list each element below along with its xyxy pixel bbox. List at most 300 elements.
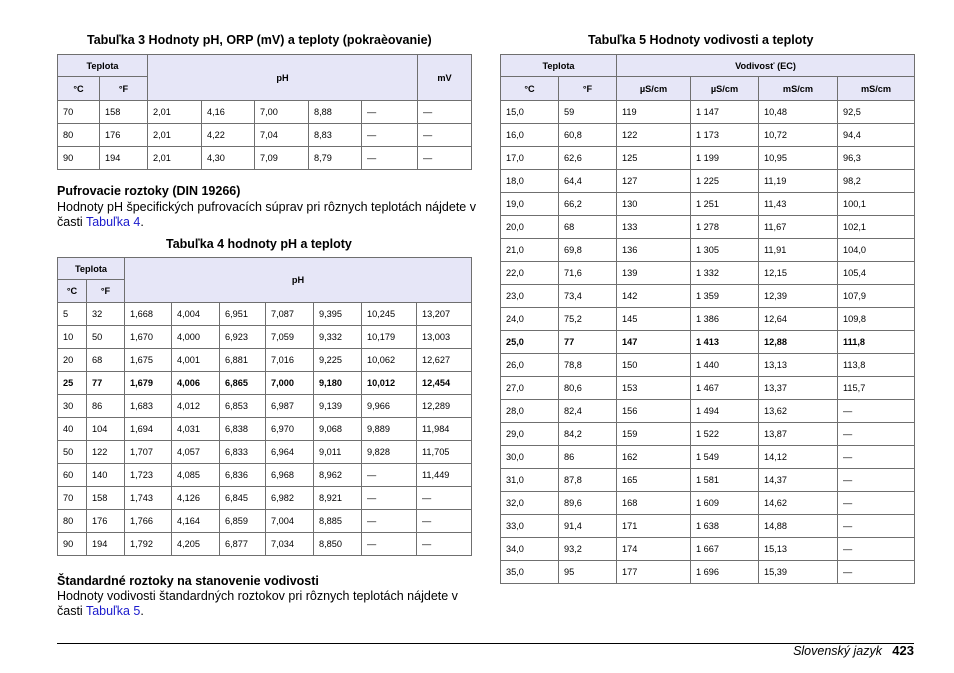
table-cell: 2,01: [148, 124, 202, 147]
table-cell: 94,4: [838, 124, 915, 147]
table-row: [501, 262, 915, 285]
table-cell: 50: [58, 441, 87, 464]
table-cell: 10,179: [362, 326, 417, 349]
table-cell: 1,683: [125, 395, 172, 418]
table-cell: 158: [87, 487, 125, 510]
table-row: [501, 423, 915, 446]
table-cell: 4,057: [172, 441, 220, 464]
table-cell: 14,12: [759, 446, 838, 469]
table-cell: 32: [87, 303, 125, 326]
table-cell: 24,0: [501, 308, 559, 331]
table-cell: 4,004: [172, 303, 220, 326]
table-cell: 1,679: [125, 372, 172, 395]
table-cell: 15,13: [759, 538, 838, 561]
table-cell: 1 667: [691, 538, 759, 561]
table5: [500, 54, 915, 584]
table-cell: 1 440: [691, 354, 759, 377]
table-cell: —: [838, 538, 915, 561]
table-cell: 40: [58, 418, 87, 441]
table3-caption: Tabuľka 3 Hodnoty pH, ORP (mV) a teploty (pokraèovanie): [87, 33, 432, 47]
table-cell: 194: [100, 147, 148, 170]
table-cell: 1,766: [125, 510, 172, 533]
table-cell: —: [417, 533, 472, 556]
table-cell: 6,881: [220, 349, 266, 372]
table-cell: 133: [617, 216, 691, 239]
table-cell: 4,031: [172, 418, 220, 441]
table-row: [58, 395, 472, 418]
table-cell: 159: [617, 423, 691, 446]
table-cell: 156: [617, 400, 691, 423]
table-cell: 92,5: [838, 101, 915, 124]
table-cell: 18,0: [501, 170, 559, 193]
table-cell: 15,0: [501, 101, 559, 124]
table-cell: 1,792: [125, 533, 172, 556]
table-cell: —: [418, 101, 472, 124]
buffers-paragraph: [57, 200, 487, 230]
table-cell: 9,966: [362, 395, 417, 418]
table-cell: 80: [58, 510, 87, 533]
table-row: [58, 418, 472, 441]
table-cell: 8,921: [314, 487, 362, 510]
table-cell: 13,207: [417, 303, 472, 326]
header-temperature: Teplota: [501, 55, 617, 77]
table-cell: —: [418, 147, 472, 170]
table-cell: 33,0: [501, 515, 559, 538]
table-row: [58, 510, 472, 533]
table-cell: 29,0: [501, 423, 559, 446]
table-cell: 11,91: [759, 239, 838, 262]
table-row: [501, 147, 915, 170]
table-cell: 50: [87, 326, 125, 349]
table-cell: 115,7: [838, 377, 915, 400]
table-cell: 6,845: [220, 487, 266, 510]
table-cell: 12,289: [417, 395, 472, 418]
table-row: [58, 372, 472, 395]
table-cell: 11,984: [417, 418, 472, 441]
table-cell: 6,987: [266, 395, 314, 418]
table-cell: 11,705: [417, 441, 472, 464]
table-cell: 122: [87, 441, 125, 464]
table-cell: 4,164: [172, 510, 220, 533]
table-cell: 8,850: [314, 533, 362, 556]
table-cell: 35,0: [501, 561, 559, 584]
table-cell: 73,4: [559, 285, 617, 308]
table-cell: 60: [58, 464, 87, 487]
table-row: [501, 354, 915, 377]
table-row: [58, 303, 472, 326]
table-cell: 1 522: [691, 423, 759, 446]
header-unit: mS/cm: [838, 77, 915, 101]
table-cell: 139: [617, 262, 691, 285]
table-cell: 4,205: [172, 533, 220, 556]
table-cell: 174: [617, 538, 691, 561]
table-cell: 7,09: [255, 147, 309, 170]
footer-language: Slovenský jazyk: [793, 644, 882, 658]
buffers-text: Hodnoty pH špecifických pufrovacích súprav pri rôznych teplotách nájdete v časti: [57, 200, 476, 229]
table-row: [58, 533, 472, 556]
table-row: [501, 216, 915, 239]
table-cell: 1 696: [691, 561, 759, 584]
table-cell: 1,668: [125, 303, 172, 326]
table4-link[interactable]: Tabuľka 4: [85, 215, 141, 229]
table-cell: 100,1: [838, 193, 915, 216]
table3: [57, 54, 472, 170]
buffers-title: Pufrovacie roztoky (DIN 19266): [57, 184, 241, 198]
header-fahrenheit: °F: [559, 77, 617, 101]
table-cell: 11,449: [417, 464, 472, 487]
standards-text: Hodnoty vodivosti štandardných roztokov pri rôznych teplotách nájdete v časti: [57, 589, 458, 618]
table-cell: —: [417, 487, 472, 510]
table-cell: 1,670: [125, 326, 172, 349]
table-cell: 136: [617, 239, 691, 262]
table-cell: 13,87: [759, 423, 838, 446]
table-row: [501, 400, 915, 423]
table-cell: 12,15: [759, 262, 838, 285]
header-celsius: °C: [501, 77, 559, 101]
table-cell: 77: [87, 372, 125, 395]
table-cell: 4,001: [172, 349, 220, 372]
table-cell: 30,0: [501, 446, 559, 469]
table-cell: 6,838: [220, 418, 266, 441]
table-cell: 1 199: [691, 147, 759, 170]
table-cell: 1 225: [691, 170, 759, 193]
table-row: [58, 326, 472, 349]
table-cell: 20: [58, 349, 87, 372]
table-cell: 6,951: [220, 303, 266, 326]
table-cell: 16,0: [501, 124, 559, 147]
table-cell: —: [838, 515, 915, 538]
table-cell: 140: [87, 464, 125, 487]
table-cell: 9,828: [362, 441, 417, 464]
header-conductivity: Vodivosť (EC): [617, 55, 915, 77]
table-cell: 4,126: [172, 487, 220, 510]
table-cell: 28,0: [501, 400, 559, 423]
table-cell: 9,011: [314, 441, 362, 464]
table-cell: —: [362, 464, 417, 487]
table-cell: 9,332: [314, 326, 362, 349]
table-cell: 25: [58, 372, 87, 395]
header-ph: pH: [125, 258, 472, 303]
table-row: [501, 101, 915, 124]
table-cell: 4,30: [202, 147, 255, 170]
table-cell: 5: [58, 303, 87, 326]
table-cell: 145: [617, 308, 691, 331]
table-cell: 107,9: [838, 285, 915, 308]
table-cell: 77: [559, 331, 617, 354]
table-cell: 11,43: [759, 193, 838, 216]
header-mv: mV: [418, 55, 472, 101]
table-cell: 153: [617, 377, 691, 400]
table-cell: 9,225: [314, 349, 362, 372]
table-cell: 21,0: [501, 239, 559, 262]
table-cell: 1 386: [691, 308, 759, 331]
table-cell: 122: [617, 124, 691, 147]
table-row: [58, 147, 472, 170]
table-cell: 6,964: [266, 441, 314, 464]
table-cell: 147: [617, 331, 691, 354]
table5-link[interactable]: Tabuľka 5: [85, 604, 141, 618]
table-cell: 102,1: [838, 216, 915, 239]
header-temperature: Teplota: [58, 258, 125, 280]
table-cell: 1 494: [691, 400, 759, 423]
table-row: [501, 170, 915, 193]
table-cell: 9,068: [314, 418, 362, 441]
table-cell: —: [362, 487, 417, 510]
table-cell: 93,2: [559, 538, 617, 561]
table-cell: 82,4: [559, 400, 617, 423]
page-number: 423: [892, 643, 914, 658]
table-row: [501, 446, 915, 469]
table-cell: 1 173: [691, 124, 759, 147]
table-row: [501, 377, 915, 400]
table-cell: 62,6: [559, 147, 617, 170]
table-cell: 7,00: [255, 101, 309, 124]
table-cell: 4,16: [202, 101, 255, 124]
table-row: [501, 308, 915, 331]
footer-rule: [57, 643, 914, 644]
table-cell: 89,6: [559, 492, 617, 515]
table-cell: 87,8: [559, 469, 617, 492]
table4-caption: Tabuľka 4 hodnoty pH a teploty: [166, 237, 352, 251]
table-cell: 22,0: [501, 262, 559, 285]
table-cell: 10,245: [362, 303, 417, 326]
table-row: [501, 331, 915, 354]
table-cell: 64,4: [559, 170, 617, 193]
table-cell: 13,003: [417, 326, 472, 349]
table-cell: 1 278: [691, 216, 759, 239]
table-cell: —: [838, 561, 915, 584]
table-cell: 9,395: [314, 303, 362, 326]
table-cell: —: [838, 400, 915, 423]
table-cell: 1 332: [691, 262, 759, 285]
table-cell: —: [838, 423, 915, 446]
table-cell: 1 305: [691, 239, 759, 262]
table-cell: 7,04: [255, 124, 309, 147]
table-cell: 1,743: [125, 487, 172, 510]
table-cell: 7,016: [266, 349, 314, 372]
table-cell: 19,0: [501, 193, 559, 216]
table-cell: —: [362, 124, 418, 147]
table-cell: 8,962: [314, 464, 362, 487]
table-cell: 6,865: [220, 372, 266, 395]
header-unit: µS/cm: [617, 77, 691, 101]
table-cell: 60,8: [559, 124, 617, 147]
table-cell: 32,0: [501, 492, 559, 515]
table-cell: 12,39: [759, 285, 838, 308]
table-cell: 66,2: [559, 193, 617, 216]
table-cell: 15,39: [759, 561, 838, 584]
standards-title: Štandardné roztoky na stanovenie vodivosti: [57, 574, 319, 588]
standards-paragraph: [57, 589, 487, 619]
header-temperature: Teplota: [58, 55, 148, 77]
table-cell: —: [362, 533, 417, 556]
table-cell: —: [362, 510, 417, 533]
table-cell: 1 581: [691, 469, 759, 492]
table-row: [501, 561, 915, 584]
table-row: [58, 487, 472, 510]
table-cell: 95: [559, 561, 617, 584]
table-row: [58, 441, 472, 464]
table-cell: 10,95: [759, 147, 838, 170]
table-cell: 9,139: [314, 395, 362, 418]
table-cell: 68: [559, 216, 617, 239]
buffers-text-end: .: [140, 215, 144, 229]
table-cell: 104,0: [838, 239, 915, 262]
table-cell: 11,67: [759, 216, 838, 239]
table-cell: 8,88: [309, 101, 362, 124]
table-cell: 10,012: [362, 372, 417, 395]
table-cell: 10,72: [759, 124, 838, 147]
table-cell: 71,6: [559, 262, 617, 285]
table-cell: 31,0: [501, 469, 559, 492]
table-cell: 1 413: [691, 331, 759, 354]
header-fahrenheit: °F: [87, 280, 125, 303]
table-cell: 6,833: [220, 441, 266, 464]
table-cell: 12,454: [417, 372, 472, 395]
table-cell: 30: [58, 395, 87, 418]
table-cell: 78,8: [559, 354, 617, 377]
table-cell: 90: [58, 533, 87, 556]
table-cell: 177: [617, 561, 691, 584]
table-row: [501, 469, 915, 492]
header-ph: pH: [148, 55, 418, 101]
table-cell: 69,8: [559, 239, 617, 262]
table-cell: —: [838, 469, 915, 492]
table-cell: 1,675: [125, 349, 172, 372]
table-cell: 7,034: [266, 533, 314, 556]
table-cell: 1 609: [691, 492, 759, 515]
table-cell: 84,2: [559, 423, 617, 446]
table5-caption: Tabuľka 5 Hodnoty vodivosti a teploty: [588, 33, 814, 47]
table-cell: 12,88: [759, 331, 838, 354]
table-cell: 109,8: [838, 308, 915, 331]
table-cell: —: [838, 492, 915, 515]
table-cell: 171: [617, 515, 691, 538]
table-cell: 86: [559, 446, 617, 469]
table-cell: 17,0: [501, 147, 559, 170]
table-row: [501, 538, 915, 561]
table-cell: 111,8: [838, 331, 915, 354]
table-cell: 176: [100, 124, 148, 147]
table-cell: 59: [559, 101, 617, 124]
table-cell: 20,0: [501, 216, 559, 239]
table-cell: 6,968: [266, 464, 314, 487]
table-cell: 1 359: [691, 285, 759, 308]
table-cell: 158: [100, 101, 148, 124]
table-cell: 26,0: [501, 354, 559, 377]
table-cell: 6,853: [220, 395, 266, 418]
table-cell: 1,707: [125, 441, 172, 464]
table-cell: 12,627: [417, 349, 472, 372]
table-cell: 70: [58, 101, 100, 124]
table-cell: 80: [58, 124, 100, 147]
table-cell: 105,4: [838, 262, 915, 285]
table-cell: —: [362, 101, 418, 124]
table-cell: 119: [617, 101, 691, 124]
table-cell: 6,923: [220, 326, 266, 349]
table-cell: 7,000: [266, 372, 314, 395]
table-cell: 4,012: [172, 395, 220, 418]
table-cell: 4,22: [202, 124, 255, 147]
table-cell: 86: [87, 395, 125, 418]
table-cell: 9,889: [362, 418, 417, 441]
table-cell: 6,877: [220, 533, 266, 556]
table-cell: 9,180: [314, 372, 362, 395]
table-cell: 162: [617, 446, 691, 469]
table-cell: 8,885: [314, 510, 362, 533]
table-cell: 8,83: [309, 124, 362, 147]
table-cell: 14,62: [759, 492, 838, 515]
table-cell: 27,0: [501, 377, 559, 400]
table-cell: 168: [617, 492, 691, 515]
header-celsius: °C: [58, 280, 87, 303]
table-cell: 4,006: [172, 372, 220, 395]
table-row: [58, 464, 472, 487]
table-cell: 75,2: [559, 308, 617, 331]
table-cell: 1 638: [691, 515, 759, 538]
table-cell: 165: [617, 469, 691, 492]
table-cell: 91,4: [559, 515, 617, 538]
table-cell: 194: [87, 533, 125, 556]
table-row: [501, 193, 915, 216]
table-cell: 13,62: [759, 400, 838, 423]
standards-text-end: .: [140, 604, 144, 618]
table-cell: 7,059: [266, 326, 314, 349]
table-cell: 1 467: [691, 377, 759, 400]
table-cell: 11,19: [759, 170, 838, 193]
table-cell: —: [838, 446, 915, 469]
table-cell: 130: [617, 193, 691, 216]
table-cell: 34,0: [501, 538, 559, 561]
table-row: [501, 285, 915, 308]
table-cell: 104: [87, 418, 125, 441]
table-cell: 6,859: [220, 510, 266, 533]
table-row: [501, 515, 915, 538]
table-cell: 13,37: [759, 377, 838, 400]
table-cell: 23,0: [501, 285, 559, 308]
table-cell: 150: [617, 354, 691, 377]
table-cell: —: [362, 147, 418, 170]
table-cell: 4,000: [172, 326, 220, 349]
table-cell: 98,2: [838, 170, 915, 193]
table-row: [58, 124, 472, 147]
table-cell: 1 251: [691, 193, 759, 216]
header-unit: mS/cm: [759, 77, 838, 101]
table-cell: 113,8: [838, 354, 915, 377]
table-cell: 14,37: [759, 469, 838, 492]
table-cell: 25,0: [501, 331, 559, 354]
header-celsius: °C: [58, 77, 100, 101]
table-row: [58, 101, 472, 124]
table-row: [501, 124, 915, 147]
table-cell: —: [417, 510, 472, 533]
table-row: [501, 239, 915, 262]
table-cell: 13,13: [759, 354, 838, 377]
table-row: [58, 349, 472, 372]
table-cell: 7,087: [266, 303, 314, 326]
table-cell: 70: [58, 487, 87, 510]
table-cell: 90: [58, 147, 100, 170]
table-cell: 80,6: [559, 377, 617, 400]
table-cell: 10,48: [759, 101, 838, 124]
table-cell: 1,723: [125, 464, 172, 487]
table-cell: 6,982: [266, 487, 314, 510]
table-cell: 7,004: [266, 510, 314, 533]
table-cell: 10: [58, 326, 87, 349]
table-cell: 68: [87, 349, 125, 372]
table-cell: —: [418, 124, 472, 147]
table-cell: 127: [617, 170, 691, 193]
